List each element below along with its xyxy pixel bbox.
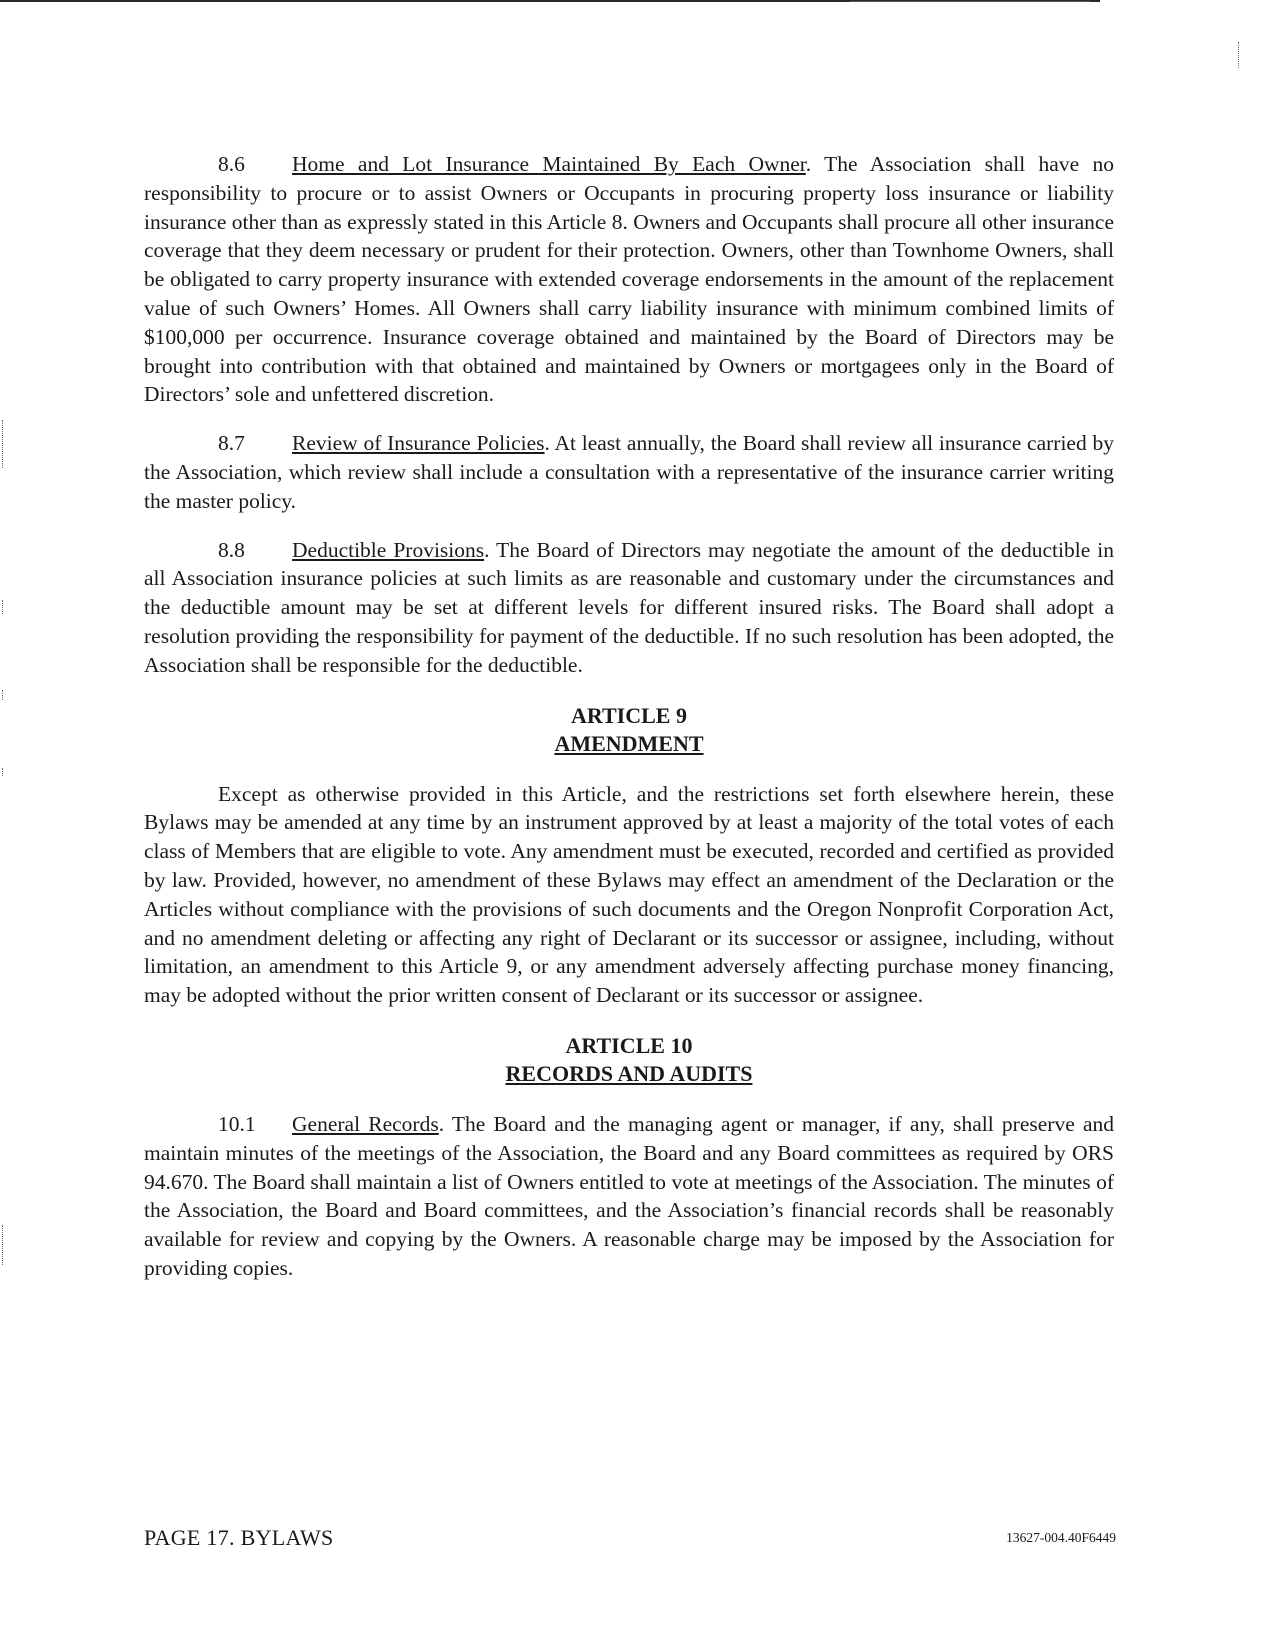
scan-artifact [2,1225,4,1265]
section-number: 10.1 [218,1111,256,1136]
scan-artifact [2,768,4,776]
section-body: . The Board and the managing agent or manager, if any, shall preserve and maintain minutes of the meetings of the Association, the Board and any Board committees as required by ORS 94.670. The Board shall maintain a list of Owners entitled to vote at meetings of the Association. The minutes of the Association, the Board and Board committees, and the Association’s financial records shall be reasonably available for review and copying by the Owners. A reasonable charge may be imposed by the Association for providing copies. [144,1111,1114,1280]
article-number: ARTICLE 9 [571,702,687,728]
article-9-body: Except as otherwise provided in this Article, and the restrictions set forth elsewhere herein, these Bylaws may be amended at any time by an instrument approved by at least a majority of the total votes of each class of Members that are eligible to vote. Any amendment must be executed, recorded and certified as provided by law. Provided, however, no amendment of these Bylaws may effect an amendment of the Declaration or the Articles without compliance with the provisions of such documents and the Oregon Nonprofit Corporation Act, and no amendment deleting or affecting any right of Declarant or its successor or assignee, including, without limitation, an amendment to this Article 9, or any amendment adversely affecting purchase money financing, may be adopted without the prior written consent of Declarant or its successor or assignee. [144,781,1114,1008]
article-title: AMENDMENT [554,730,704,756]
article-9-heading [144,702,1114,758]
scan-artifact [2,690,4,700]
scan-artifact [1238,42,1240,68]
article-number: ARTICLE 10 [565,1032,693,1058]
article-10-heading [144,1032,1114,1088]
section-10-1 [144,1110,1114,1283]
scan-artifact [2,420,4,468]
section-8-6 [144,150,1114,409]
page-footer-label: PAGE 17. BYLAWS [144,1525,334,1550]
scan-artifact [2,600,4,614]
section-body: . At least annually, the Board shall review all insurance carried by the Association, which review shall include a consultation with a representative of the insurance carrier writing the master policy. [144,431,1114,513]
scan-border-line [850,1,1090,2]
section-title: General Records [292,1111,439,1136]
section-title: Deductible Provisions [292,537,485,562]
section-body: . The Board of Directors may negotiate the amount of the deductible in all Association insurance policies at such limits as are reasonable and customary under the circumstances and the deductible amount may be set at different levels for different insured risks. The Board shall adopt a resolution providing the responsibility for payment of the deductible. If no such resolution has been adopted, the Association shall be responsible for the deductible. [144,537,1114,677]
section-title: Review of Insurance Policies [292,431,545,456]
document-body [144,150,1114,1283]
section-number: 8.6 [218,152,245,176]
section-title: Home and Lot Insurance Maintained By Each Owner [292,152,806,176]
section-number: 8.8 [218,537,245,562]
section-body: . The Association shall have no responsibility to procure or to assist Owners or Occupants in procuring property loss insurance or liability insurance other than as expressly stated in this Article 8. Owners and Occupants shall procure all other insurance coverage that they deem necessary or prudent for their protection. Owners, other than Townhome Owners, shall be obligated to carry property insurance with extended coverage endorsements in the amount of the replacement value of such Owners’ Homes. All Owners shall carry liability insurance with minimum combined limits of $100,000 per occurrence. Insurance coverage obtained and maintained by the Board of Directors may be brought into contribution with that obtained and maintained by Owners or mortgagees only in the Board of Directors’ sole and unfettered discretion. [144,152,1114,407]
document-code: 13627-004.40F6449 [1006,1530,1116,1545]
section-number: 8.7 [218,431,245,456]
article-title: RECORDS AND AUDITS [505,1060,753,1086]
section-8-8 [144,536,1114,680]
section-8-7 [144,429,1114,515]
